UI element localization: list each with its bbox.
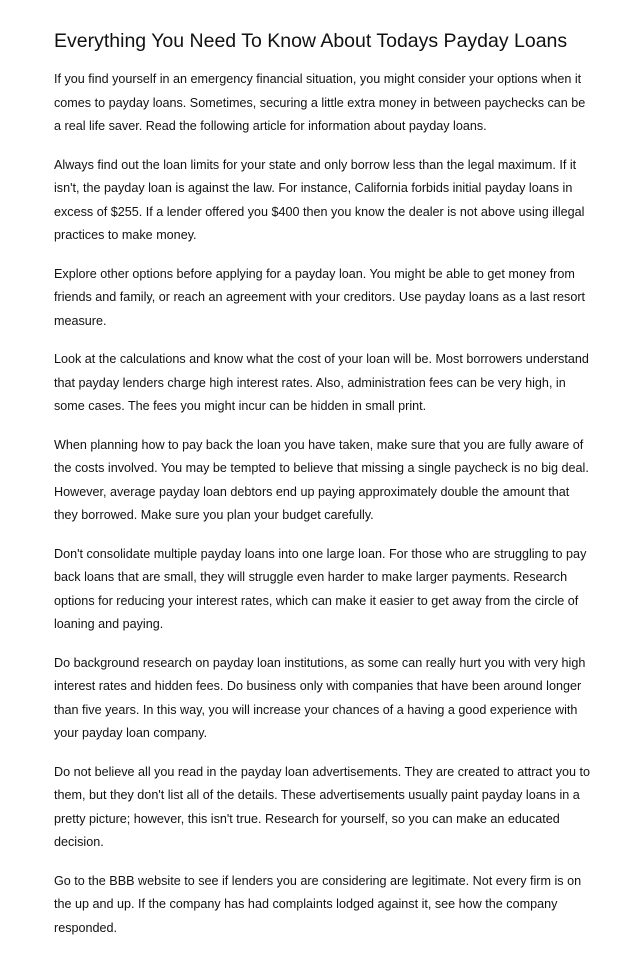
document-title: Everything You Need To Know About Todays Payday Loans	[54, 30, 568, 52]
document-page	[54, 28, 594, 955]
paragraph-emergency-intro: If you find yourself in an emergency financial situation, you might consider your options when it comes to payday loans. Sometimes, securing a little extra money in between paychecks can be a real life saver. Read the following article for information about payday loans.	[54, 72, 586, 133]
paragraph-loan-limits: Always find out the loan limits for your state and only borrow less than the legal maximum. If it isn't, the payday loan is against the law. For instance, California forbids initial payday loans in excess of $255. If a lender offered you $400 then you know the dealer is not above using illegal practices to make money.	[54, 157, 585, 242]
paragraph-advertisements: Do not believe all you read in the payday loan advertisements. They are created to attract you to them, but they don't list all of the details. These advertisements usually paint payday loans in a pretty picture; however, this isn't true. Research for yourself, so you can make an educated decision.	[54, 764, 591, 849]
paragraph-other-options: Explore other options before applying for a payday loan. You might be able to get money from friends and family, or reach an agreement with your creditors. Use payday loans as a last resort measure.	[54, 266, 586, 328]
paragraph-bbb-website: Go to the BBB website to see if lenders you are considering are legitimate. Not every firm is on the up and up. If the company has had complaints lodged against it, see how the company responded.	[54, 873, 582, 935]
paragraph-pay-back-plan: When planning how to pay back the loan you have taken, make sure that you are fully aware of the costs involved. You may be tempted to believe that missing a single paycheck is no big deal. However, average payday loan debtors end up paying approximately double the amount that they borrowed. Make sure you plan your budget carefully.	[54, 437, 589, 522]
paragraph-background-research: Do background research on payday loan institutions, as some can really hurt you with very high interest rates and hidden fees. Do business only with companies that have been around longer than five years. In this way, you will increase your chances of a having a good experience with your payday loan company.	[54, 655, 586, 740]
paragraph-consolidate: Don't consolidate multiple payday loans into one large loan. For those who are struggling to pay back loans that are small, they will struggle even harder to make larger payments. Research options for reducing your interest rates, which can make it easier to get away from the circle of loaning and paying.	[54, 546, 587, 631]
paragraph-calculations: Look at the calculations and know what the cost of your loan will be. Most borrowers understand that payday lenders charge high interest rates. Also, administration fees can be very high, in some cases. The fees you might incur can be hidden in small print.	[54, 352, 589, 413]
